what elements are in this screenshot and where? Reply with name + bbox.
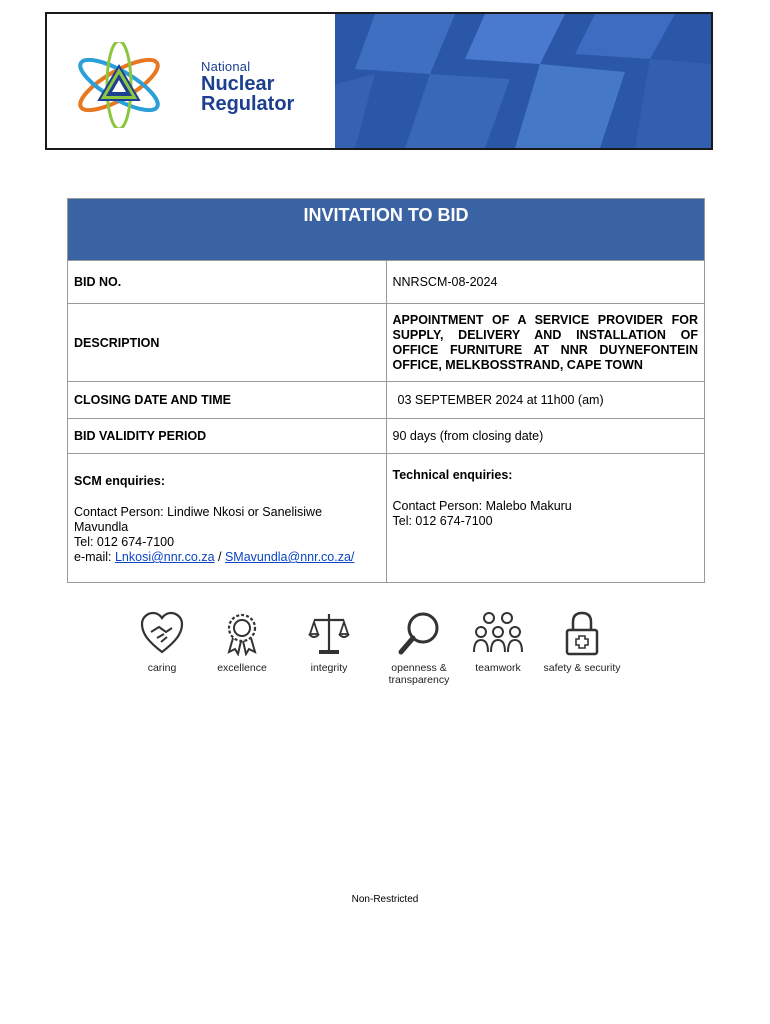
technical-tel: Tel: 012 674-7100 bbox=[392, 514, 493, 528]
scm-heading: SCM enquiries: bbox=[74, 474, 165, 488]
banner-graphic bbox=[335, 14, 711, 148]
medal-icon bbox=[219, 610, 265, 656]
closing-date-label: CLOSING DATE AND TIME bbox=[68, 382, 387, 419]
table-row bbox=[68, 382, 705, 419]
value-caring bbox=[130, 610, 194, 674]
validity-value: 90 days (from closing date) bbox=[386, 419, 705, 454]
value-excellence bbox=[210, 610, 274, 674]
description-label: DESCRIPTION bbox=[68, 304, 387, 382]
padlock-cross-icon bbox=[559, 610, 605, 656]
value-openness bbox=[380, 610, 458, 686]
description-value: APPOINTMENT OF A SERVICE PROVIDER FOR SUPPLY, DELIVERY AND INSTALLATION OF OFFICE FURNITURE AT NNR DUYNEFONTEIN OFFICE, MELKBOSSTRAND, CAPE TOWN bbox=[386, 304, 705, 382]
nnr-atom-logo-icon bbox=[71, 42, 167, 128]
value-safety bbox=[540, 610, 624, 674]
scm-contact: Contact Person: Lindiwe Nkosi or Sanelisiwe Mavundla bbox=[74, 505, 323, 534]
technical-enquiries-cell bbox=[386, 454, 705, 583]
scm-email-line bbox=[74, 550, 380, 565]
logo-wordmark bbox=[201, 60, 294, 114]
table-title: INVITATION TO BID bbox=[68, 199, 705, 261]
scm-tel: Tel: 012 674-7100 bbox=[74, 535, 175, 549]
value-label: integrity bbox=[310, 662, 348, 674]
email-link-lnkosi[interactable]: Lnkosi@nnr.co.za bbox=[114, 550, 215, 564]
table-row bbox=[68, 454, 705, 583]
validity-label: BID VALIDITY PERIOD bbox=[68, 419, 387, 454]
value-label: caring bbox=[147, 662, 177, 674]
value-label: openness & transparency bbox=[388, 662, 450, 686]
technical-contact: Contact Person: Malebo Makuru bbox=[392, 499, 572, 513]
handshake-heart-icon bbox=[139, 610, 185, 656]
bid-no-value: NNRSCM-08-2024 bbox=[386, 261, 705, 304]
value-label: teamwork bbox=[475, 662, 521, 674]
invitation-table bbox=[67, 198, 705, 583]
magnifier-icon bbox=[396, 610, 442, 656]
email-link-smavundla[interactable]: SMavundla@nnr.co.za/ bbox=[224, 550, 355, 564]
values-row bbox=[130, 610, 630, 695]
classification-footer: Non-Restricted bbox=[351, 894, 419, 905]
scm-enquiries-cell bbox=[68, 454, 387, 583]
header-banner bbox=[45, 12, 713, 150]
logo-area bbox=[47, 14, 335, 148]
scm-email-separator: / bbox=[214, 550, 225, 564]
value-teamwork bbox=[466, 610, 530, 674]
technical-heading: Technical enquiries: bbox=[392, 468, 513, 482]
scales-icon bbox=[306, 610, 352, 656]
value-label: excellence bbox=[217, 662, 267, 674]
value-label: safety & security bbox=[543, 662, 621, 674]
bid-no-label: BID NO. bbox=[68, 261, 387, 304]
logo-line-regulator: Regulator bbox=[201, 93, 295, 115]
scm-email-prefix: e-mail: bbox=[74, 550, 115, 564]
value-integrity bbox=[297, 610, 361, 674]
people-group-icon bbox=[472, 610, 524, 656]
table-row bbox=[68, 304, 705, 382]
table-row bbox=[68, 261, 705, 304]
closing-date-value: 03 SEPTEMBER 2024 at 11h00 (am) bbox=[386, 382, 705, 419]
logo-line-nuclear: Nuclear bbox=[201, 73, 275, 95]
table-row bbox=[68, 419, 705, 454]
checker-pattern-icon bbox=[335, 14, 713, 148]
logo-line-national: National bbox=[201, 59, 251, 74]
